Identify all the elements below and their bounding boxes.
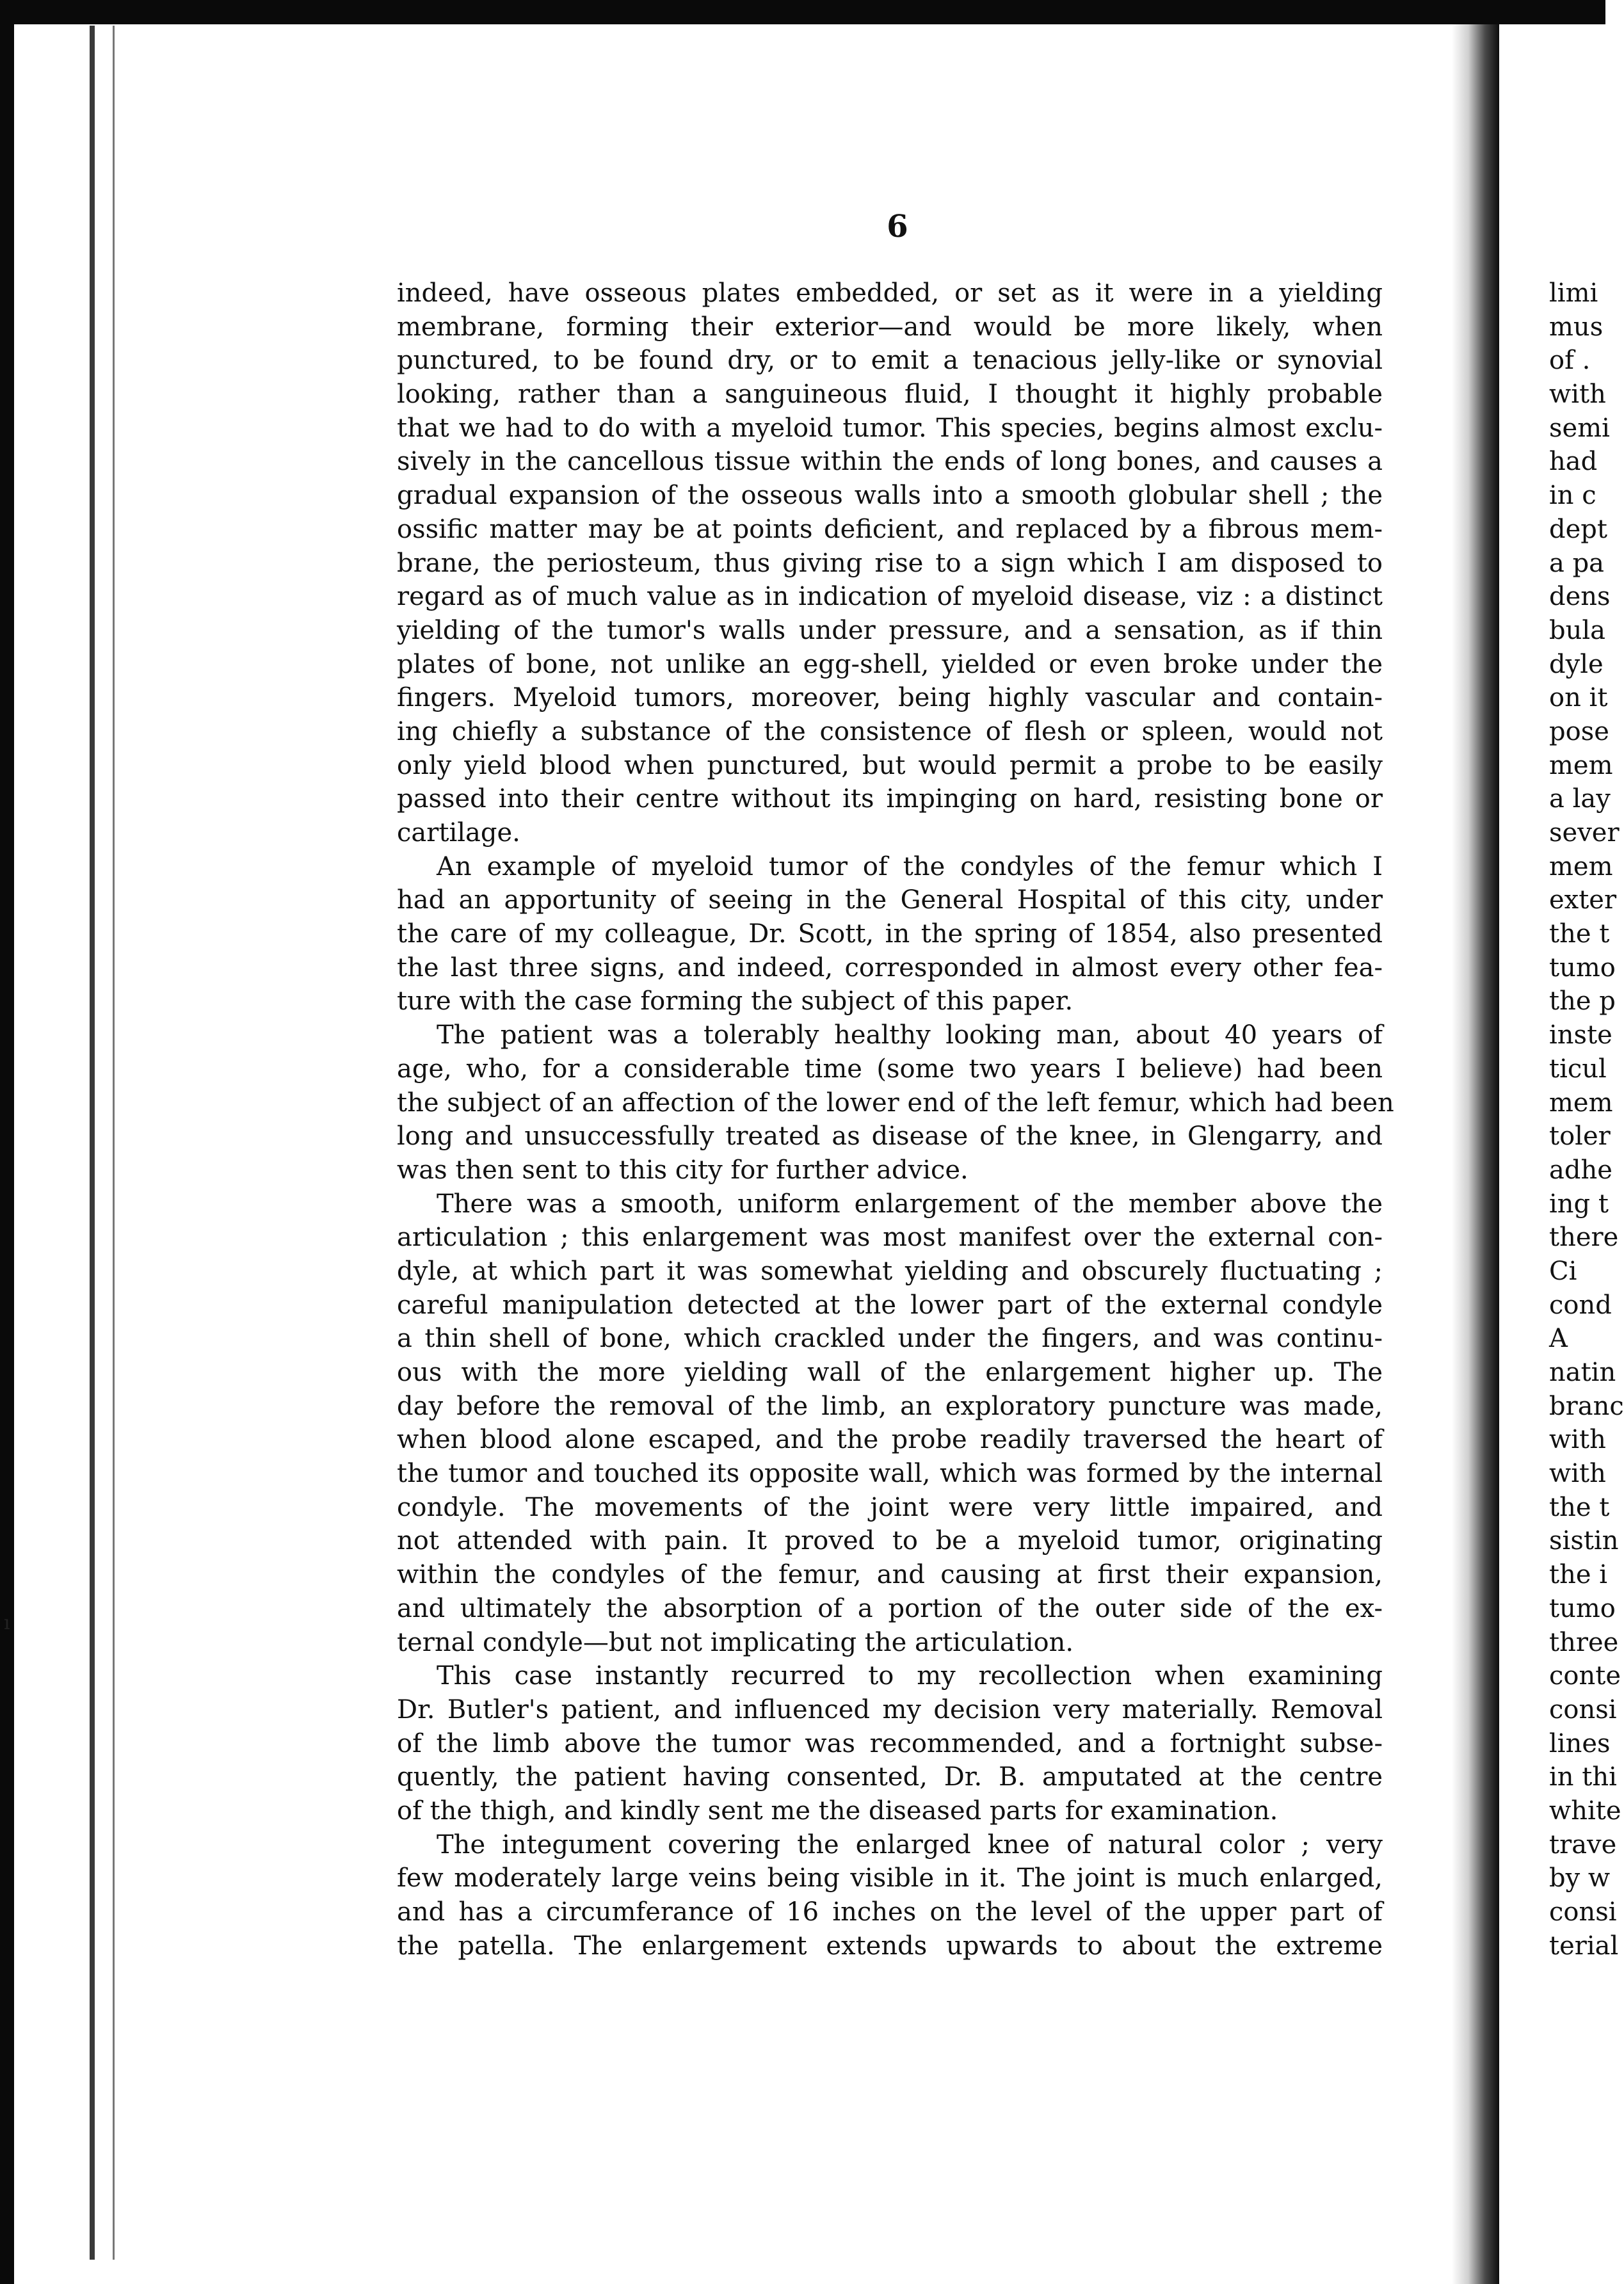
facing-page-fragment: lines bbox=[1549, 1728, 1611, 1758]
facing-page-fragment: toler bbox=[1549, 1122, 1611, 1152]
facing-page-fragment: inste bbox=[1549, 1020, 1612, 1050]
main-text-column bbox=[397, 277, 1394, 1963]
page-edge-line bbox=[113, 26, 115, 2260]
facing-page-fragment: pose bbox=[1549, 716, 1609, 746]
text-line: ossific matter may be at points deficient, and replaced by a fibrous mem- bbox=[397, 514, 1383, 544]
text-line: looking, rather than a sanguineous fluid, I thought it highly probable bbox=[397, 380, 1383, 410]
text-line: the last three signs, and indeed, corresponded in almost every other fea- bbox=[397, 953, 1383, 983]
facing-page-fragment: tumo bbox=[1549, 1593, 1616, 1623]
text-line: dyle, at which part it was somewhat yielding and obscurely fluctuating ; bbox=[397, 1256, 1383, 1286]
text-line: ternal condyle—but not implicating the articulation. bbox=[397, 1627, 1074, 1657]
text-line: the subject of an affection of the lower end of the left femur, which had been bbox=[397, 1088, 1394, 1118]
facing-page-fragment: consi bbox=[1549, 1897, 1617, 1927]
facing-page-fragment: Ci bbox=[1549, 1256, 1577, 1286]
facing-page-fragment: the p bbox=[1549, 986, 1616, 1017]
text-line: the tumor and touched its opposite wall, which was formed by the internal bbox=[397, 1459, 1383, 1489]
text-line: ing chiefly a substance of the consistence of flesh or spleen, would not bbox=[397, 716, 1383, 746]
text-line: long and unsuccessfully treated as disease of the knee, in Glengarry, and bbox=[397, 1122, 1383, 1152]
facing-page-fragment: sistin bbox=[1549, 1526, 1619, 1556]
facing-page-fragment: with bbox=[1549, 1425, 1606, 1455]
text-line: punctured, to be found dry, or to emit a tenacious jelly-like or synovial bbox=[397, 346, 1383, 376]
text-line: An example of myeloid tumor of the condyles of the femur which I bbox=[437, 851, 1383, 881]
text-line: brane, the periosteum, thus giving rise to a sign which I am disposed to bbox=[397, 548, 1383, 578]
text-line: ture with the case forming the subject of this paper. bbox=[397, 986, 1073, 1017]
text-line: of the thigh, and kindly sent me the diseased parts for examination. bbox=[397, 1796, 1278, 1826]
text-line: regard as of much value as in indication of myeloid disease, viz : a distinct bbox=[397, 582, 1383, 612]
facing-page-fragment: on it bbox=[1549, 683, 1608, 713]
facing-page-fragment: natin bbox=[1549, 1358, 1616, 1387]
facing-page-fragment: conte bbox=[1549, 1661, 1621, 1691]
facing-page-fragment: with bbox=[1549, 380, 1606, 410]
facing-page-fragment: mem bbox=[1549, 750, 1613, 780]
text-line: cartilage. bbox=[397, 818, 520, 848]
facing-page-fragment: dyle bbox=[1549, 649, 1604, 679]
facing-page-fragment: A bbox=[1549, 1324, 1568, 1354]
facing-page-fragment: terial bbox=[1549, 1931, 1619, 1961]
facing-page-fragment: ing t bbox=[1549, 1189, 1609, 1219]
text-line: sively in the cancellous tissue within the ends of long bones, and causes a bbox=[397, 447, 1383, 477]
text-line: of the limb above the tumor was recommended, and a fortnight subse- bbox=[397, 1728, 1383, 1758]
text-line: yielding of the tumor's walls under pressure, and a sensation, as if thin bbox=[397, 615, 1383, 645]
facing-page-fragment: cond bbox=[1549, 1290, 1612, 1320]
text-line: Dr. Butler's patient, and influenced my decision very materially. Removal bbox=[397, 1694, 1383, 1725]
scan-left-border bbox=[0, 0, 14, 2284]
text-line: not attended with pain. It proved to be a myeloid tumor, originating bbox=[397, 1526, 1383, 1556]
facing-page-fragment: white bbox=[1549, 1796, 1621, 1826]
text-line: indeed, have osseous plates embedded, or set as it were in a yielding bbox=[397, 278, 1383, 308]
facing-page-fragment: tumo bbox=[1549, 953, 1616, 983]
facing-page-fragment: dens bbox=[1549, 582, 1611, 612]
page-number: 6 bbox=[887, 209, 908, 245]
text-line: when blood alone escaped, and the probe readily traversed the heart of bbox=[397, 1425, 1383, 1455]
text-line: a thin shell of bone, which crackled under the fingers, and was continu- bbox=[397, 1324, 1383, 1354]
text-line: was then sent to this city for further advice. bbox=[397, 1155, 969, 1185]
text-line: condyle. The movements of the joint were very little impaired, and bbox=[397, 1492, 1383, 1522]
text-line: gradual expansion of the osseous walls into a smooth globular shell ; the bbox=[397, 481, 1383, 511]
text-line: plates of bone, not unlike an egg-shell, yielded or even broke under the bbox=[397, 649, 1383, 679]
facing-page-fragment: by w bbox=[1549, 1863, 1611, 1894]
facing-page-fragment: with bbox=[1549, 1459, 1606, 1489]
facing-page-fragment: mem bbox=[1549, 1088, 1613, 1118]
facing-page-fragment: in c bbox=[1549, 481, 1596, 511]
book-gutter bbox=[1452, 24, 1499, 2284]
text-line: quently, the patient having consented, Dr. B. amputated at the centre bbox=[397, 1762, 1383, 1792]
text-line: passed into their centre without its impinging on hard, resisting bone or bbox=[397, 784, 1383, 814]
text-line: age, who, for a considerable time (some two years I believe) had been bbox=[397, 1054, 1383, 1084]
facing-page-fragment: mem bbox=[1549, 851, 1613, 881]
facing-page-fragment: a pa bbox=[1549, 548, 1605, 578]
facing-page-fragment: consi bbox=[1549, 1694, 1617, 1725]
text-line: within the condyles of the femur, and causing at first their expansion, bbox=[397, 1560, 1383, 1590]
facing-page-fragment: adhe bbox=[1549, 1155, 1612, 1185]
text-line: day before the removal of the limb, an exploratory puncture was made, bbox=[397, 1391, 1383, 1421]
page-edge-shadow bbox=[90, 26, 95, 2260]
facing-page-fragment: in thi bbox=[1549, 1762, 1617, 1792]
text-line: that we had to do with a myeloid tumor. This species, begins almost exclu- bbox=[397, 413, 1383, 443]
text-line: This case instantly recurred to my recollection when examining bbox=[437, 1661, 1383, 1691]
facing-page-fragment: the i bbox=[1549, 1560, 1608, 1590]
facing-page-fragment: ticul bbox=[1549, 1054, 1607, 1084]
text-line: articulation ; this enlargement was most manifest over the external con- bbox=[397, 1223, 1383, 1253]
facing-page-fragment: had bbox=[1549, 447, 1598, 477]
facing-page-fragment: of . bbox=[1549, 346, 1591, 376]
facing-page-fragment: limi bbox=[1549, 278, 1598, 308]
text-line: few moderately large veins being visible in it. The joint is much enlarged, bbox=[397, 1863, 1383, 1894]
facing-page-fragment: branc bbox=[1549, 1391, 1624, 1421]
facing-page-fragment: three bbox=[1549, 1627, 1619, 1657]
facing-page-fragment: the t bbox=[1549, 919, 1610, 949]
text-line: only yield blood when punctured, but would permit a probe to be easily bbox=[397, 750, 1383, 780]
facing-page-fragment: a lay bbox=[1549, 784, 1611, 814]
text-line: and ultimately the absorption of a portion of the outer side of the ex- bbox=[397, 1593, 1383, 1623]
text-line: membrane, forming their exterior—and would be more likely, when bbox=[397, 312, 1383, 342]
facing-page-fragment: semi bbox=[1549, 413, 1610, 443]
text-line: the care of my colleague, Dr. Scott, in the spring of 1854, also presented bbox=[397, 919, 1383, 949]
facing-page-text-fragments bbox=[1549, 277, 1624, 1963]
facing-page-fragment: mus bbox=[1549, 312, 1604, 342]
text-line: There was a smooth, uniform enlargement of the member above the bbox=[437, 1189, 1383, 1219]
text-line: careful manipulation detected at the lower part of the external condyle bbox=[397, 1290, 1383, 1320]
facing-page-fragment: the t bbox=[1549, 1492, 1610, 1522]
text-line: The integument covering the enlarged knee of natural color ; very bbox=[437, 1830, 1383, 1860]
facing-page-fragment: trave bbox=[1549, 1830, 1617, 1860]
facing-page-fragment: bula bbox=[1549, 615, 1606, 645]
facing-page-fragment: exter bbox=[1549, 885, 1617, 915]
text-line: ous with the more yielding wall of the enlargement higher up. The bbox=[397, 1358, 1383, 1387]
text-line: The patient was a tolerably healthy looking man, about 40 years of bbox=[437, 1020, 1383, 1050]
text-line: fingers. Myeloid tumors, moreover, being highly vascular and contain- bbox=[397, 683, 1383, 713]
text-line: and has a circumferance of 16 inches on the level of the upper part of bbox=[397, 1897, 1383, 1927]
scan-top-border bbox=[0, 0, 1605, 24]
text-line: the patella. The enlargement extends upwards to about the extreme bbox=[397, 1931, 1383, 1961]
text-line: had an apportunity of seeing in the General Hospital of this city, under bbox=[397, 885, 1383, 915]
facing-page-fragment: dept bbox=[1549, 514, 1607, 544]
facing-page-fragment: there bbox=[1549, 1223, 1619, 1253]
margin-mark: ı bbox=[4, 1612, 10, 1634]
facing-page-fragment: sever bbox=[1549, 818, 1620, 848]
